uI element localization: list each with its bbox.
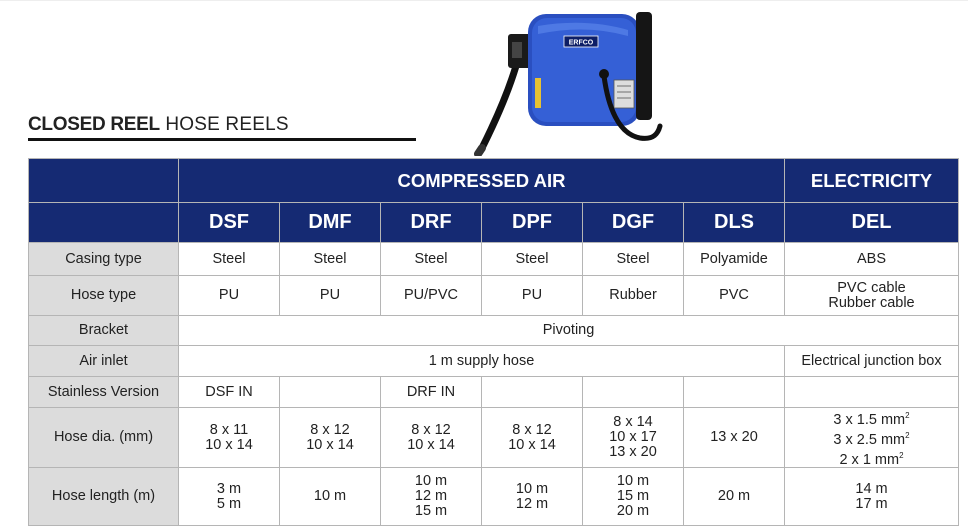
table-cell: 10 m 15 m 20 m xyxy=(583,468,684,526)
table-cell: Rubber xyxy=(583,276,684,316)
table-cell: 10 m xyxy=(280,468,381,526)
table-cell: Steel xyxy=(179,243,280,276)
table-cell: PU xyxy=(280,276,381,316)
table-cell: DRF IN xyxy=(381,377,482,408)
model-header: DSF xyxy=(179,203,280,243)
table-cell: Steel xyxy=(280,243,381,276)
spec-table xyxy=(28,158,959,526)
model-header: DRF xyxy=(381,203,482,243)
cable-dia-line: 3 x 1.5 mm xyxy=(833,411,906,428)
cable-dia-line: 3 x 2.5 mm xyxy=(833,431,906,448)
table-cell xyxy=(785,377,959,408)
table-cell: ABS xyxy=(785,243,959,276)
reel-brand-label: ERFCO xyxy=(568,39,594,47)
row-label: Bracket xyxy=(29,316,179,346)
superscript: 2 xyxy=(905,411,910,420)
model-header: DMF xyxy=(280,203,381,243)
table-cell: PU xyxy=(179,276,280,316)
table-cell: Electrical junction box xyxy=(785,346,959,377)
table-cell xyxy=(583,377,684,408)
model-header: DPF xyxy=(482,203,583,243)
table-cell: Pivoting xyxy=(179,316,959,346)
group-header-row xyxy=(29,159,959,203)
hose-reel-image xyxy=(468,6,668,156)
table-cell: 8 x 14 10 x 17 13 x 20 xyxy=(583,408,684,468)
row-label: Hose type xyxy=(29,276,179,316)
top-edge-line xyxy=(0,0,968,1)
table-cell: 8 x 12 10 x 14 xyxy=(381,408,482,468)
superscript: 2 xyxy=(899,450,904,460)
table-row xyxy=(29,377,959,408)
table-cell: 8 x 11 10 x 14 xyxy=(179,408,280,468)
table-cell: DSF IN xyxy=(179,377,280,408)
table-row xyxy=(29,276,959,316)
table-cell: 1 m supply hose xyxy=(179,346,785,377)
table-row xyxy=(29,316,959,346)
corner-cell xyxy=(29,159,179,203)
cable-dia-line: 2 x 1 mm xyxy=(839,451,900,468)
table-cell xyxy=(785,408,959,468)
table-cell xyxy=(482,377,583,408)
table-cell: PU/PVC xyxy=(381,276,482,316)
corner-cell xyxy=(29,203,179,243)
table-cell: Steel xyxy=(482,243,583,276)
table-cell: 10 m 12 m 15 m xyxy=(381,468,482,526)
table-cell xyxy=(280,377,381,408)
table-cell: PVC cable Rubber cable xyxy=(785,276,959,316)
superscript: 2 xyxy=(905,430,910,440)
section-heading xyxy=(28,114,416,141)
table-cell: 8 x 12 10 x 14 xyxy=(482,408,583,468)
table-row xyxy=(29,243,959,276)
table-row xyxy=(29,408,959,468)
heading-normal: HOSE REELS xyxy=(165,114,289,135)
table-cell: 8 x 12 10 x 14 xyxy=(280,408,381,468)
heading-bold: CLOSED REEL xyxy=(28,114,160,135)
row-label: Casing type xyxy=(29,243,179,276)
table-cell: Steel xyxy=(583,243,684,276)
model-header: DEL xyxy=(785,203,959,243)
model-header: DLS xyxy=(684,203,785,243)
table-cell: 13 x 20 xyxy=(684,408,785,468)
model-header: DGF xyxy=(583,203,684,243)
electricity-header: ELECTRICITY xyxy=(785,159,959,203)
row-label: Hose length (m) xyxy=(29,468,179,526)
table-row xyxy=(29,468,959,526)
table-cell: Steel xyxy=(381,243,482,276)
model-header-row xyxy=(29,203,959,243)
row-label: Hose dia. (mm) xyxy=(29,408,179,468)
table-cell: 3 m 5 m xyxy=(179,468,280,526)
row-label: Air inlet xyxy=(29,346,179,377)
table-cell: 10 m 12 m xyxy=(482,468,583,526)
row-label: Stainless Version xyxy=(29,377,179,408)
table-cell: 14 m 17 m xyxy=(785,468,959,526)
table-cell xyxy=(684,377,785,408)
table-row xyxy=(29,346,959,377)
table-cell: PU xyxy=(482,276,583,316)
table-cell: Polyamide xyxy=(684,243,785,276)
table-cell: 20 m xyxy=(684,468,785,526)
compressed-air-header: COMPRESSED AIR xyxy=(179,159,785,203)
table-cell: PVC xyxy=(684,276,785,316)
